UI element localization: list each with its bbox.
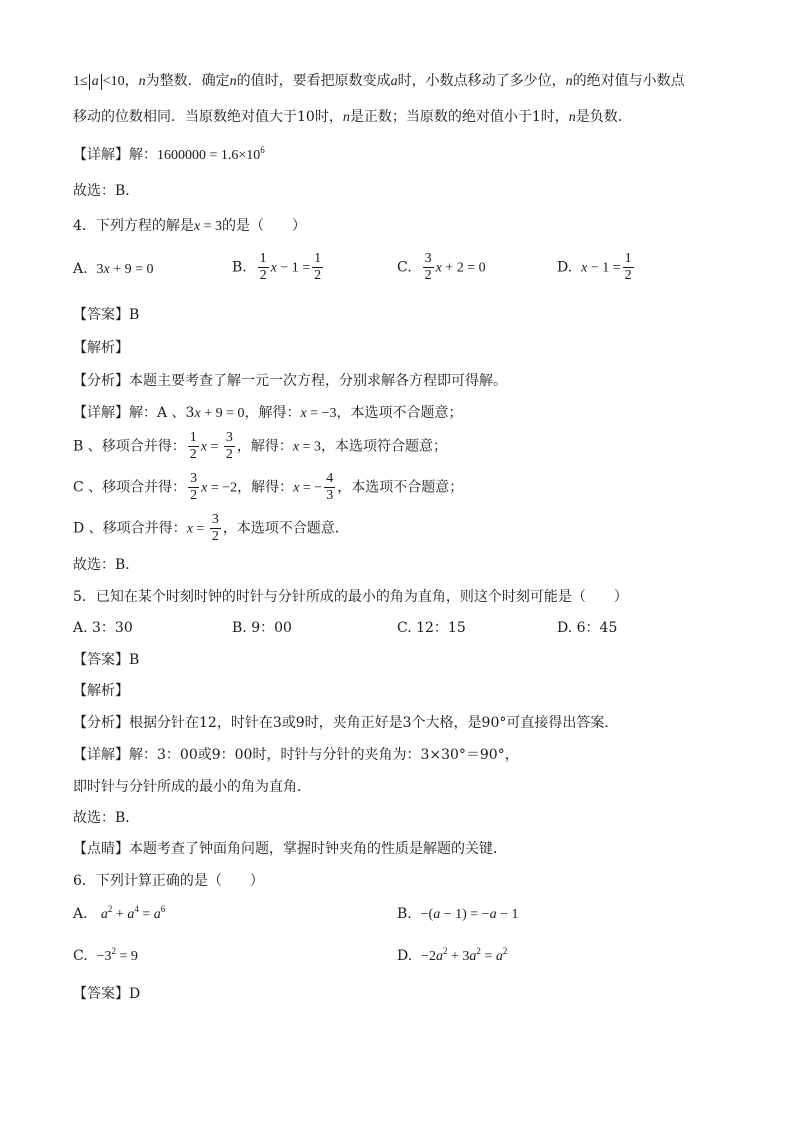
q5-answer: 【答案】B [73, 652, 140, 668]
q4-choose: 故选：B． [73, 557, 140, 573]
q5-option-c: C. 12：15 [397, 620, 466, 636]
q4-option-d: D. x − 1 = $\frac{1}{2}$ [557, 251, 632, 283]
q4-fenxi: 【分析】本题主要考查了解一元一次方程，分别求解各方程即可得解。 [73, 373, 507, 389]
q4-detail-c: C 、移项合并得： $\frac{3}{2}$ x = −2，解得：x = − $\frac{4}{3}$ ，本选项不合题意； [73, 471, 464, 503]
detail-line: 【详解】解：$1600000 = 1.6\times 10^6$ [73, 145, 265, 163]
q5-detail: 【详解】解：3：00或9：00时，时针与分针的夹角为：3×30°＝90°， [73, 747, 519, 763]
q4-analysis-heading: 【解析】 [73, 340, 129, 356]
q5-detail-2: 即时针与分针所成的最小的角为直角． [73, 779, 311, 795]
q4-option-b: B. $\frac{1}{2}$ x − 1 = $\frac{1}{2}$ [232, 251, 322, 283]
solution-text-line-1: 1≤ a <10，n为整数．确定n的值时，要看把原数变成a时，小数点移动了多少位，n的绝对值与小数点 [73, 73, 685, 89]
q6-option-d: D. $-2a^2 + 3a^2 = a^2$ [397, 946, 508, 964]
q6-stem: 6．下列计算正确的是（ ） [73, 873, 264, 889]
q5-stem: 5．已知在某个时刻时钟的时针与分针所成的最小的角为直角，则这个时刻可能是（ ） [73, 589, 628, 605]
solution-text-line-2: 移动的位数相同．当原数绝对值大于10时，n是正数；当原数的绝对值小于1时，n是负数． [73, 109, 632, 125]
q4-stem: 4．下列方程的解是x = 3的是（ ） [73, 218, 307, 234]
q4-option-c: C. $\frac{3}{2}$ x + 2 = 0 [397, 251, 486, 283]
q6-option-b: B. −(a − 1) = −a − 1 [397, 906, 519, 922]
q5-choose: 故选：B． [73, 810, 140, 826]
q5-option-d: D. 6：45 [557, 620, 618, 636]
choose-line: 故选：B． [73, 183, 140, 199]
q4-answer: 【答案】B [73, 307, 140, 323]
q6-option-c: C. $-3^2 = 9$ [73, 946, 138, 964]
q6-answer: 【答案】D [73, 986, 141, 1002]
q5-fenxi: 【分析】根据分针在12，时针在3或9时，夹角正好是3个大格，是90°可直接得出答案． [73, 715, 619, 731]
q4-detail-b: B 、移项合并得： $\frac{1}{2}$ x = $\frac{3}{2}$ ，解得：x = 3，本选项符合题意； [73, 430, 447, 462]
q4-detail-d: D 、移项合并得：x = $\frac{3}{2}$ ，本选项不合题意． [73, 512, 349, 544]
q6-option-a: A. $a^2 + a^4 = a^6$ [73, 904, 166, 922]
q4-detail-a: 【详解】解：A 、3x + 9 = 0，解得：x = −3，本选项不合题意； [73, 405, 463, 421]
q5-analysis-heading: 【解析】 [73, 683, 129, 699]
q5-option-a: A. 3：30 [73, 620, 133, 636]
q5-option-b: B. 9：00 [232, 620, 292, 636]
abs-a: a [89, 74, 102, 90]
q4-option-a: A. 3x + 9 = 0 [73, 261, 154, 277]
q5-dianjing: 【点睛】本题考查了钟面角问题，掌握时钟夹角的性质是解题的关键． [73, 841, 507, 857]
